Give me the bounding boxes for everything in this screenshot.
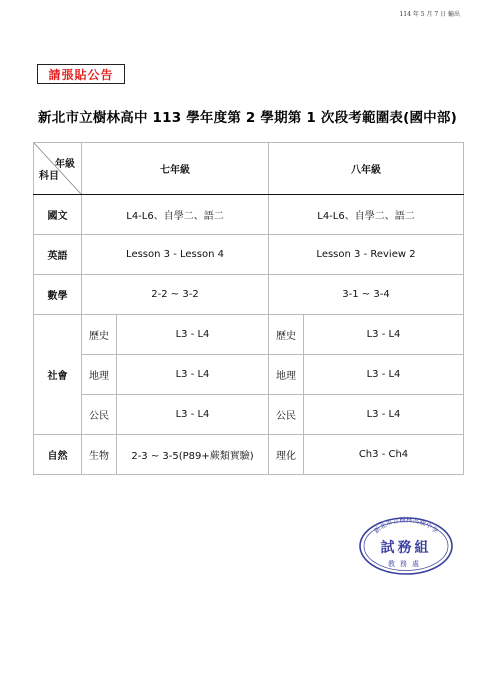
science-grade7: 2-3 ~ 3-5(P89+蕨類實驗)	[117, 435, 269, 475]
biology-label-grade7: 生物	[82, 435, 117, 475]
table-row	[34, 395, 464, 435]
corner-cell	[34, 143, 82, 195]
grade7-header: 七年級	[82, 143, 269, 195]
geography-grade8: L3 - L4	[304, 355, 464, 395]
table-row	[34, 355, 464, 395]
geography-label-grade7: 地理	[82, 355, 117, 395]
civics-label-grade7: 公民	[82, 395, 117, 435]
subject-english: 英語	[34, 235, 82, 275]
notice-label: 請張貼公告	[48, 67, 114, 82]
table-row	[34, 275, 464, 315]
table-header-row	[34, 143, 464, 195]
exam-range-table	[33, 142, 464, 475]
subject-social: 社會	[34, 315, 82, 435]
seal-main-text: 試務組	[380, 540, 432, 556]
history-label-grade8: 歷史	[269, 315, 304, 355]
history-grade7: L3 - L4	[117, 315, 269, 355]
chinese-grade7: L4-L6、自學二、語二	[82, 195, 269, 235]
seal-ring-text: 新北市立樹林高級中學	[372, 516, 440, 536]
subject-math: 數學	[34, 275, 82, 315]
geography-grade7: L3 - L4	[117, 355, 269, 395]
corner-grade-label: 年級	[55, 159, 75, 170]
science-grade8: Ch3 - Ch4	[304, 435, 464, 475]
grade8-header: 八年級	[269, 143, 464, 195]
civics-label-grade8: 公民	[269, 395, 304, 435]
page-title: 新北市立樹林高中 113 學年度第 2 學期第 1 次段考範圍表(國中部)	[38, 110, 457, 126]
office-seal-stamp	[358, 516, 454, 576]
english-grade7: Lesson 3 - Lesson 4	[82, 235, 269, 275]
seal-sub-text: 教務處	[388, 560, 424, 568]
math-grade7: 2-2 ~ 3-2	[82, 275, 269, 315]
notice-badge	[37, 64, 125, 84]
chinese-grade8: L4-L6、自學二、語二	[269, 195, 464, 235]
math-grade8: 3-1 ~ 3-4	[269, 275, 464, 315]
table-row	[34, 315, 464, 355]
civics-grade7: L3 - L4	[117, 395, 269, 435]
english-grade8: Lesson 3 - Review 2	[269, 235, 464, 275]
geography-label-grade8: 地理	[269, 355, 304, 395]
history-grade8: L3 - L4	[304, 315, 464, 355]
civics-grade8: L3 - L4	[304, 395, 464, 435]
table-row	[34, 235, 464, 275]
corner-subject-label: 科目	[39, 171, 59, 182]
table-row	[34, 195, 464, 235]
history-label-grade7: 歷史	[82, 315, 117, 355]
print-date: 114 年 5 月 7 日 輸出	[399, 11, 460, 18]
subject-science: 自然	[34, 435, 82, 475]
subject-chinese: 國文	[34, 195, 82, 235]
physics-chem-label-grade8: 理化	[269, 435, 304, 475]
table-row	[34, 435, 464, 475]
